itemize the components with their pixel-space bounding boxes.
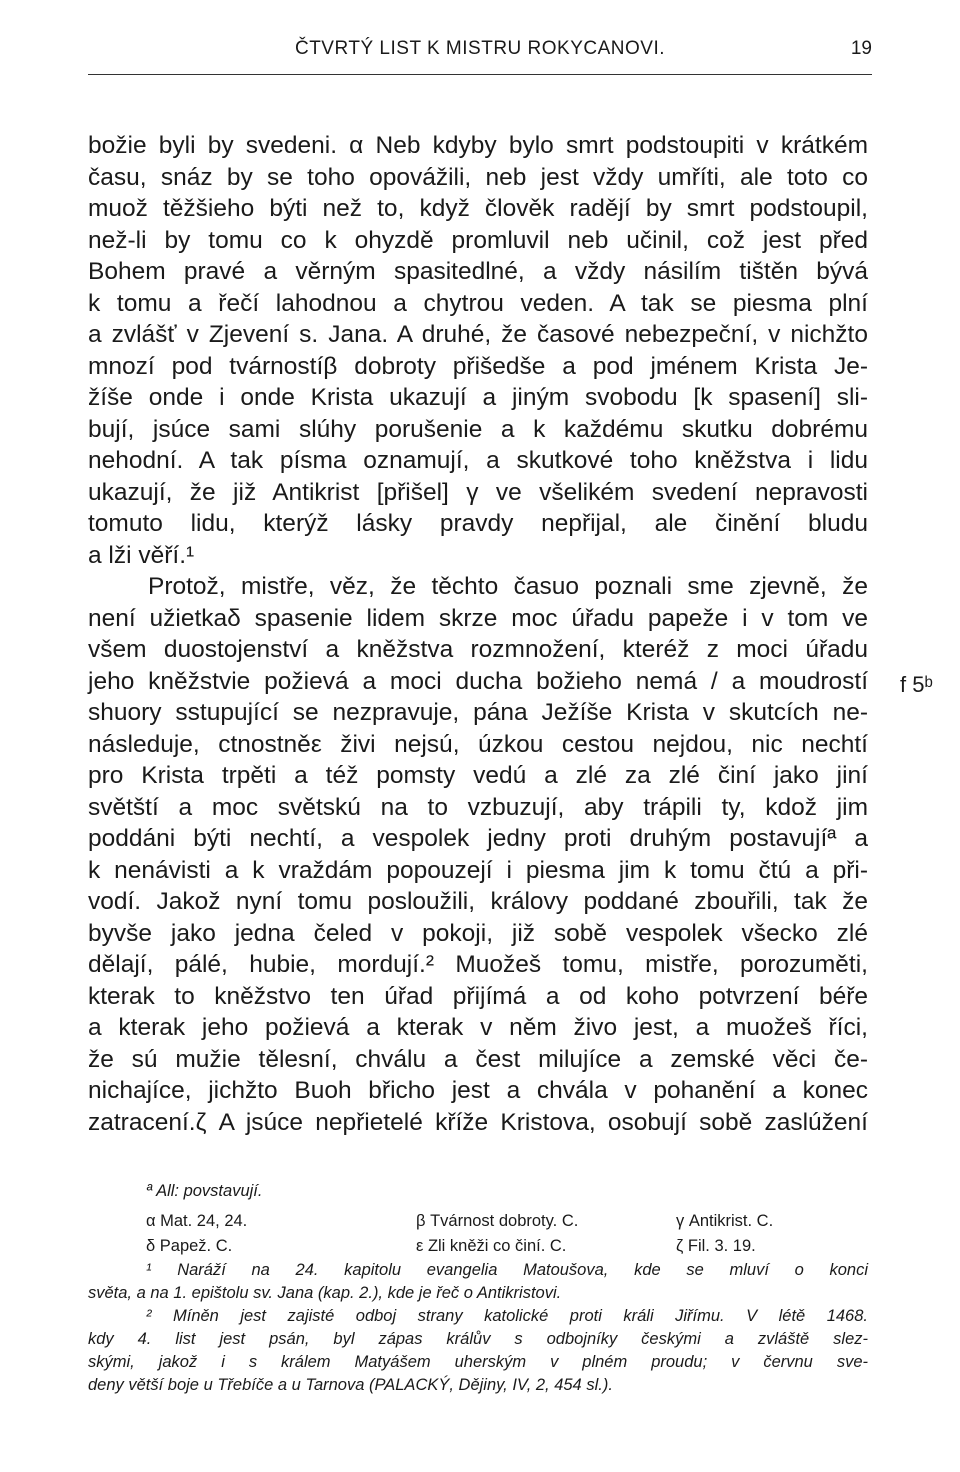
paragraph-start-line: Protož, mistře, věz, že těchto časuo poznali sme zjevně, že (148, 573, 868, 600)
text-line: tomuto lidu, kterýž lásky pravdy nepřijal, ale činění bludu (88, 510, 868, 537)
footnote-beta: β Tvárnost dobroty. C. (416, 1212, 579, 1230)
text-line: času, snáz by se toho opovážili, neb jest vždy umříti, ale toto co (88, 163, 868, 191)
footnote-alpha: α Mat. 24, 24. (146, 1212, 248, 1230)
text-line: byvše jako jedna čeled v pokoji, již sobě vespolek všecko zlé (88, 919, 868, 947)
footnote-delta: δ Papež. C. (146, 1237, 233, 1255)
footnote-2-line: skými, jakož i s králem Matyášem uherským v plném proudu; v červnu sve- (88, 1353, 868, 1371)
footnote-gamma: γ Antikrist. C. (676, 1212, 774, 1230)
text-line: nichajíce, jichžto Buoh břicho jest a chvála v pohanění a konec (88, 1077, 868, 1104)
text-line: jeho kněžstvie požievá a moci ducha božieho nemá / a moudrostí (88, 667, 868, 695)
footnote-row (88, 1209, 868, 1234)
footnote-epsilon: ε Zli kněži co činí. C. (416, 1237, 567, 1255)
text-line: bují, jsúce sami slúhy porušenie a k každému skutku dobrému (88, 415, 868, 443)
text-line: žíše onde i onde Krista ukazují a jiným svobodu [k spasení] sli- (88, 384, 868, 411)
text-line: a kterak jeho požievá a kterak v něm živo jest, a muožeš říci, (88, 1014, 868, 1041)
text-line: zatracení.ζ A jsúce nepřietelé kříže Kristova, osobují sobě zaslúžení (88, 1108, 868, 1136)
text-line: poddáni býti nechtí, a vespolek jedny proti druhým postavujíª a (88, 825, 868, 852)
text-line: shuory sstupující se nezpravuje, pána Ježíše Krista v skutcích ne- (88, 699, 868, 726)
text-line: k nenávisti a k vraždám popouzejí i piesma jim k tomu čtú a při- (88, 856, 868, 884)
text-line: a zvlášť v Zjevení s. Jana. A druhé, že časové nebezpeční, v nichžto (88, 321, 868, 348)
text-line: muož těžšieho býti než to, když člověk radějí by smrt podstoupil, (88, 195, 868, 222)
text-line: že sú mužie tělesní, chválu a čest milujíce a zemské věci če- (88, 1045, 868, 1073)
page-header (88, 38, 872, 78)
text-line: nehodní. A tak písma oznamují, a skutkové toho kněžstva i lidu (88, 447, 868, 474)
main-text (88, 130, 868, 1138)
text-line: dělají, pálé, hubie, mordují.² Muožeš tomu, mistře, porozuměti, (88, 951, 868, 978)
text-line: než-li by tomu co k ohyzdě promluvil neb učinil, což jest před (88, 226, 868, 254)
text-line: pro Krista trpěti a též pomsty vedú a zlé za zlé činí jako jiní (88, 762, 868, 789)
text-line: následuje, ctnostněε živi nejsú, úzkou cestou nejdou, nic nechtí (88, 730, 868, 758)
text-line: k tomu a řečí lahodnou a chytrou veden. A tak se piesma plní (88, 289, 868, 317)
footnote-row (88, 1234, 868, 1259)
footnotes (88, 1180, 868, 1397)
text-line: Bohem pravé a věrným spasitedlné, a vždy násilím tištěn bývá (88, 258, 868, 285)
folio-margin-note: f 5ᵇ (900, 672, 933, 697)
page-number: 19 (850, 38, 872, 59)
text-line: není užietkaδ spasenie lidem skrze moc úřadu papeže i v tom ve (88, 604, 868, 632)
header-rule (88, 74, 872, 75)
text-line: ukazují, že již Antikrist [přišel] γ ve všelikém svedení nepravosti (88, 478, 868, 506)
footnote-1-line: ¹ Naráží na 24. kapitolu evangelia Matoušova, kde se mluví o konci (146, 1261, 868, 1279)
text-line: božie byli by svedeni. α Neb kdyby bylo smrt podstoupiti v krátkém (88, 132, 868, 159)
footnote-2-line: ² Míněn jest zajisté odboj strany katolické proti králi Jiřímu. V létě 1468. (146, 1307, 868, 1325)
footnote-2-line: kdy 4. list jest psán, byl zápas králův s odbojníky českými a zvláště slez- (88, 1330, 868, 1348)
text-line: vodí. Jakož nyní tomu posloužili, královy poddané zbouřili, tak že (88, 888, 868, 915)
footnote-2-line: deny větší boje u Třebíče a u Tarnova (PALACKÝ, Dějiny, IV, 2, 454 sl.). (88, 1376, 613, 1394)
text-line: kterak to kněžstvo ten úřad přijímá a od koho potvrzení béře (88, 982, 868, 1010)
footnote-variant-a: ª All: povstavují. (146, 1182, 263, 1200)
text-line: světští a moc světskú na to vzbuzují, aby trápili ty, kdož jim (88, 793, 868, 821)
footnote-1-line: světa, a na 1. epištolu sv. Jana (kap. 2.), kde je řeč o Antikristovi. (88, 1284, 562, 1302)
text-line: všem duostojenství a kněžstva rozmnožení, kteréž z moci úřadu (88, 636, 868, 663)
running-title: ČTVRTÝ LIST K MISTRU ROKYCANOVI. (294, 38, 666, 59)
footnote-zeta: ζ Fil. 3. 19. (676, 1237, 756, 1255)
text-line: mnozí pod tvárnostíβ dobroty přišedše a pod jménem Krista Je- (88, 352, 868, 380)
text-line: a lži věří.¹ (88, 541, 195, 569)
